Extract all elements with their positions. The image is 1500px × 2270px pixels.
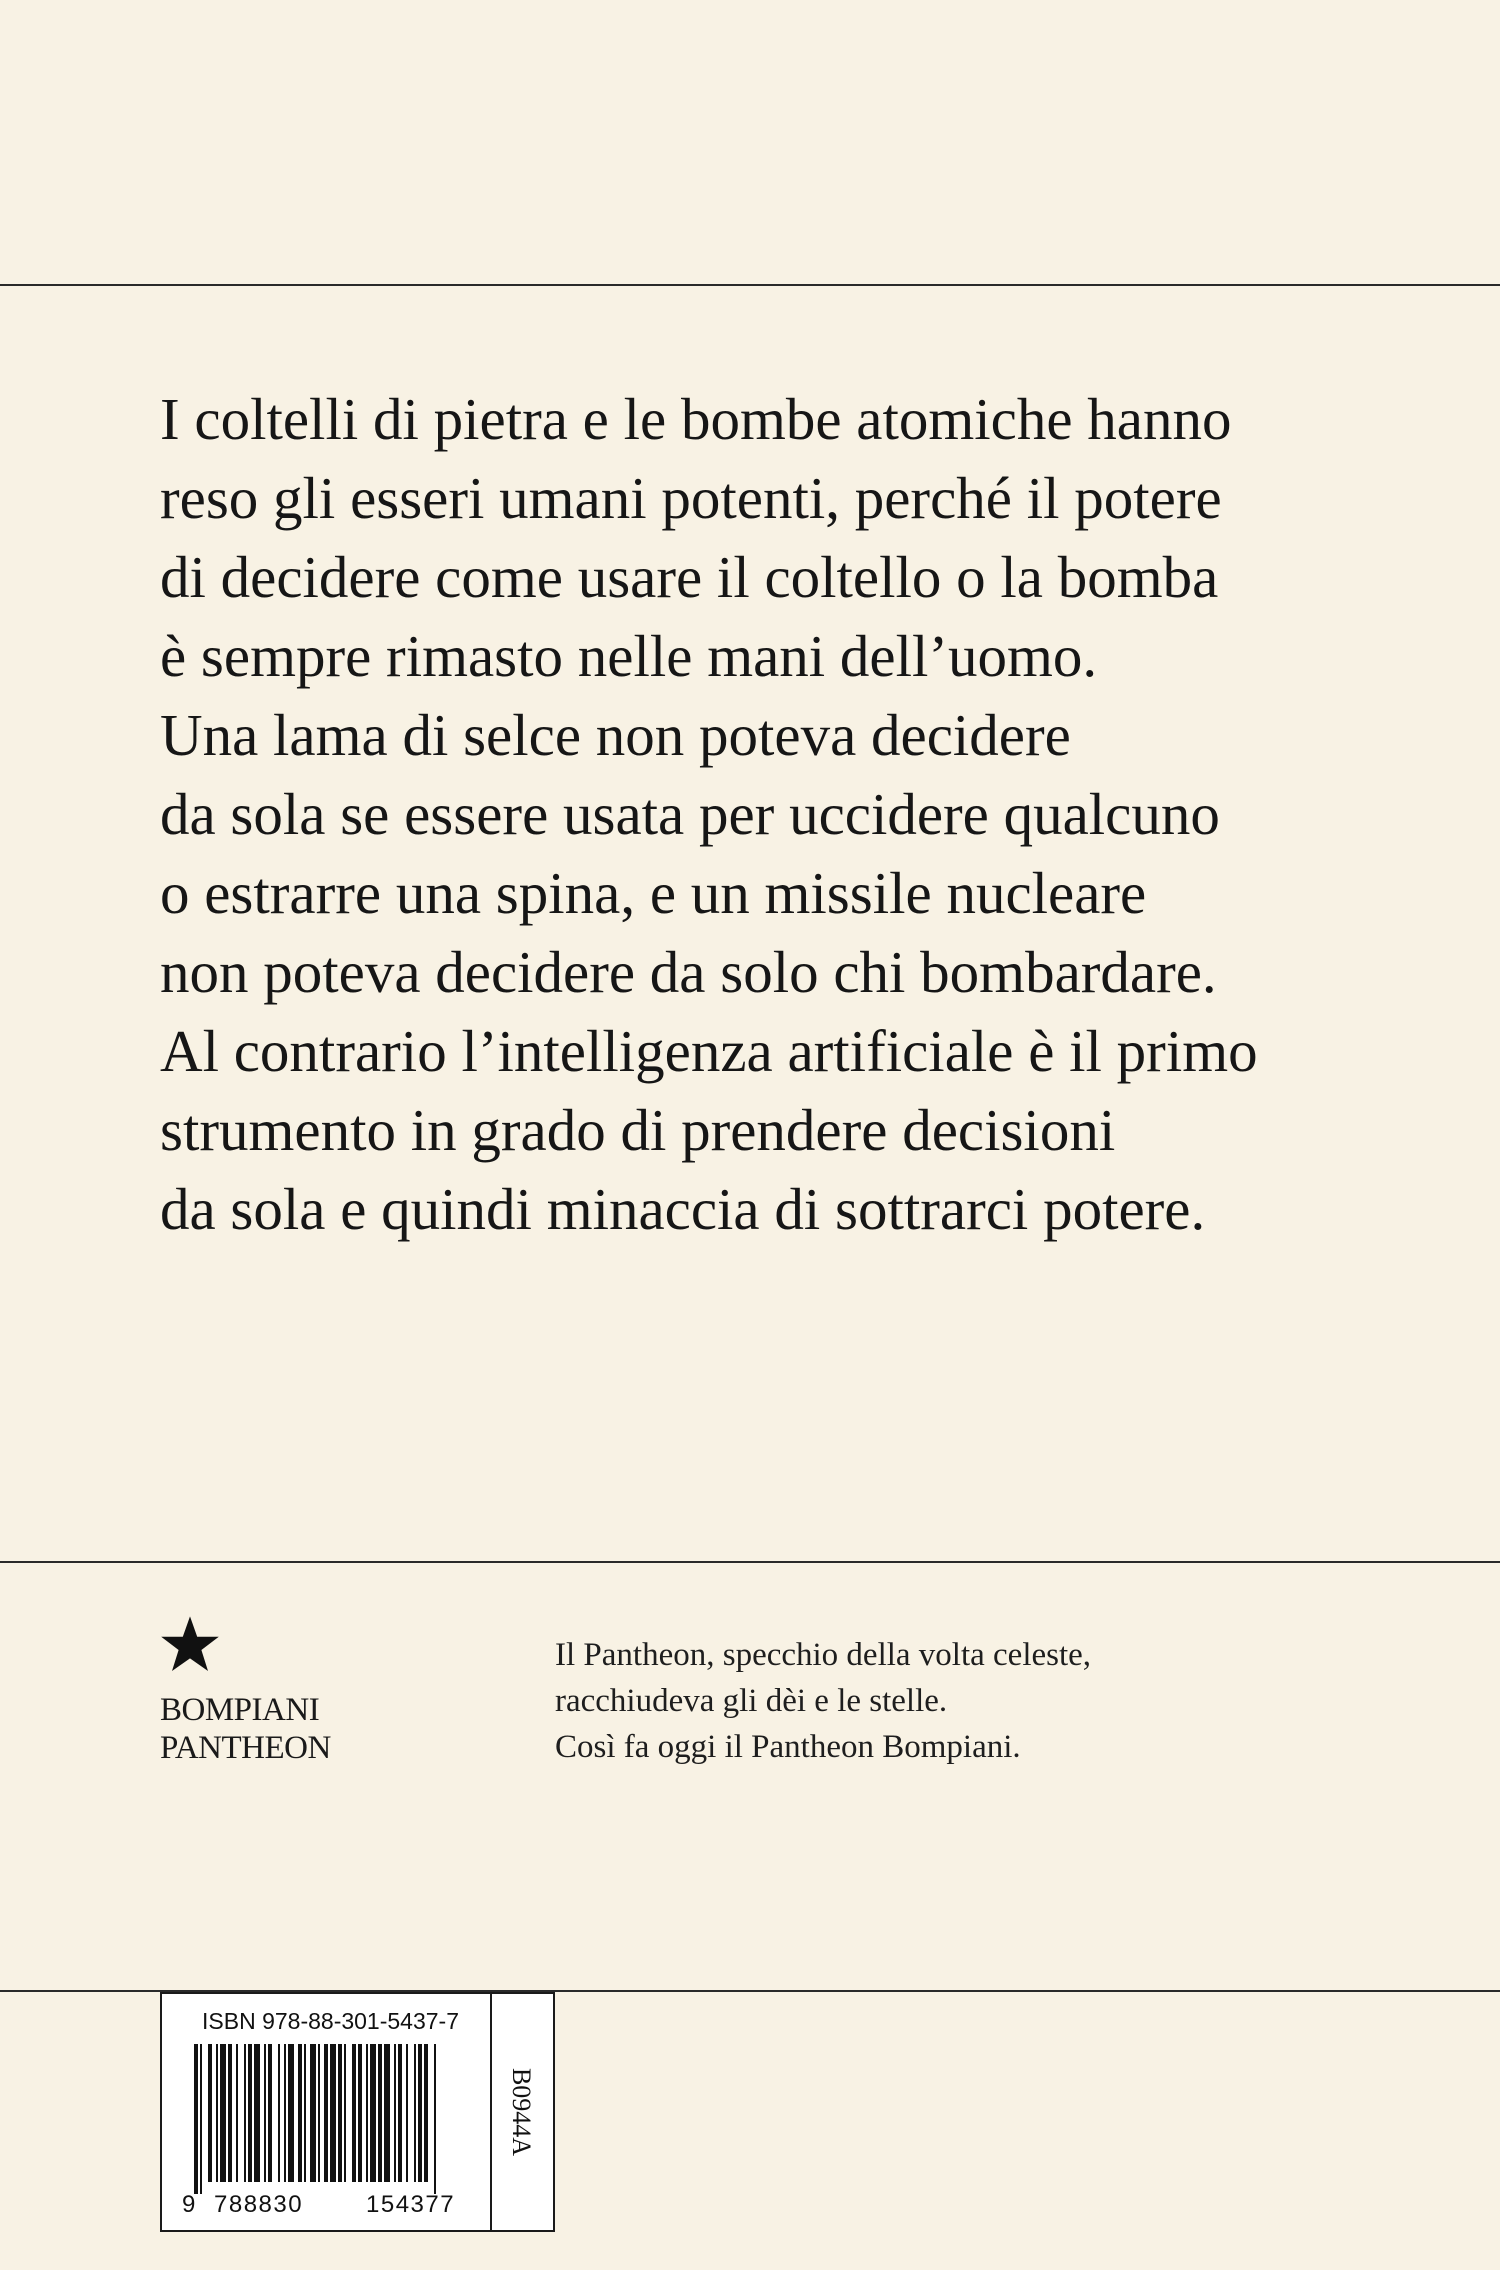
isbn-label: ISBN 978-88-301-5437-7 xyxy=(202,2008,459,2034)
series-motto xyxy=(555,1632,1355,1770)
blurb-line: Al contrario l’intelligenza artificiale è il primo xyxy=(160,1018,1258,1084)
barcode-bar xyxy=(220,2044,226,2182)
barcode-bar xyxy=(200,2044,202,2194)
barcode-bar xyxy=(338,2044,342,2182)
motto-line: Così fa oggi il Pantheon Bompiani. xyxy=(555,1729,1021,1765)
star-icon xyxy=(160,1615,220,1673)
barcode-divider xyxy=(490,1992,492,2232)
barcode-digits xyxy=(176,2191,516,2221)
barcode-bar xyxy=(208,2044,212,2182)
publisher-logo xyxy=(160,1615,400,1767)
barcode-bar xyxy=(254,2044,260,2182)
barcode-bars xyxy=(176,2044,516,2194)
barcode-bar xyxy=(298,2044,302,2182)
barcode-bar xyxy=(378,2044,382,2182)
barcode-bar xyxy=(352,2044,356,2182)
motto-line: Il Pantheon, specchio della volta celeste, xyxy=(555,1637,1092,1673)
blurb-line: reso gli esseri umani potenti, perché il potere xyxy=(160,465,1222,531)
barcode-bar xyxy=(398,2044,402,2182)
blurb-line: è sempre rimasto nelle mani dell’uomo. xyxy=(160,623,1098,689)
barcode-bar xyxy=(216,2044,218,2182)
barcode-bar xyxy=(264,2044,266,2182)
barcode-bar xyxy=(248,2044,252,2182)
blurb-line: Una lama di selce non poteva decidere xyxy=(160,702,1071,768)
motto-line: racchiudeva gli dèi e le stelle. xyxy=(555,1683,948,1719)
barcode-bar xyxy=(228,2044,232,2182)
logo-line-2: PANTHEON xyxy=(160,1730,331,1766)
barcode-bar xyxy=(358,2044,362,2182)
blurb-line: di decidere come usare il coltello o la bomba xyxy=(160,544,1219,610)
top-divider-line xyxy=(0,284,1500,286)
barcode-digit-first: 9 xyxy=(182,2191,196,2218)
product-code-text: B0944A xyxy=(507,2067,536,2157)
blurb-line: strumento in grado di prendere decisioni xyxy=(160,1097,1116,1163)
barcode-bar xyxy=(304,2044,306,2182)
barcode-bar xyxy=(310,2044,316,2182)
blurb-line: non poteva decidere da solo chi bombardare. xyxy=(160,939,1217,1005)
product-code xyxy=(497,2002,545,2222)
barcode-bar xyxy=(244,2044,246,2182)
barcode-bar xyxy=(394,2044,396,2182)
barcode-bar xyxy=(194,2044,198,2194)
barcode-bar xyxy=(344,2044,346,2182)
middle-divider-line xyxy=(0,1561,1500,1563)
barcode-bar xyxy=(384,2044,390,2182)
blurb-line: o estrarre una spina, e un missile nucleare xyxy=(160,860,1147,926)
blurb-line: da sola e quindi minaccia di sottrarci potere. xyxy=(160,1176,1206,1242)
barcode-bar xyxy=(370,2044,376,2182)
barcode-bar xyxy=(318,2044,320,2182)
barcode-bar xyxy=(418,2044,422,2182)
blurb-line: da sola se essere usata per uccidere qualcuno xyxy=(160,781,1220,847)
barcode-bar xyxy=(284,2044,286,2182)
barcode-digits-right: 154377 xyxy=(366,2191,456,2218)
barcode-bar xyxy=(434,2044,436,2194)
barcode-bar xyxy=(330,2044,336,2182)
barcode-bar xyxy=(406,2044,408,2182)
back-cover-blurb xyxy=(160,380,1360,1249)
barcode-bar xyxy=(288,2044,294,2182)
barcode-bar xyxy=(236,2044,238,2182)
logo-line-1: BOMPIANI xyxy=(160,1692,320,1728)
barcode-bar xyxy=(414,2044,416,2182)
barcode-bar xyxy=(366,2044,368,2182)
isbn-barcode-panel xyxy=(160,1992,555,2232)
barcode-bar xyxy=(424,2044,428,2182)
blurb-line: I coltelli di pietra e le bombe atomiche hanno xyxy=(160,386,1232,452)
barcode-bar xyxy=(268,2044,272,2182)
barcode-bar xyxy=(324,2044,328,2182)
barcode-bar xyxy=(278,2044,280,2182)
barcode-digits-left: 788830 xyxy=(214,2191,304,2218)
